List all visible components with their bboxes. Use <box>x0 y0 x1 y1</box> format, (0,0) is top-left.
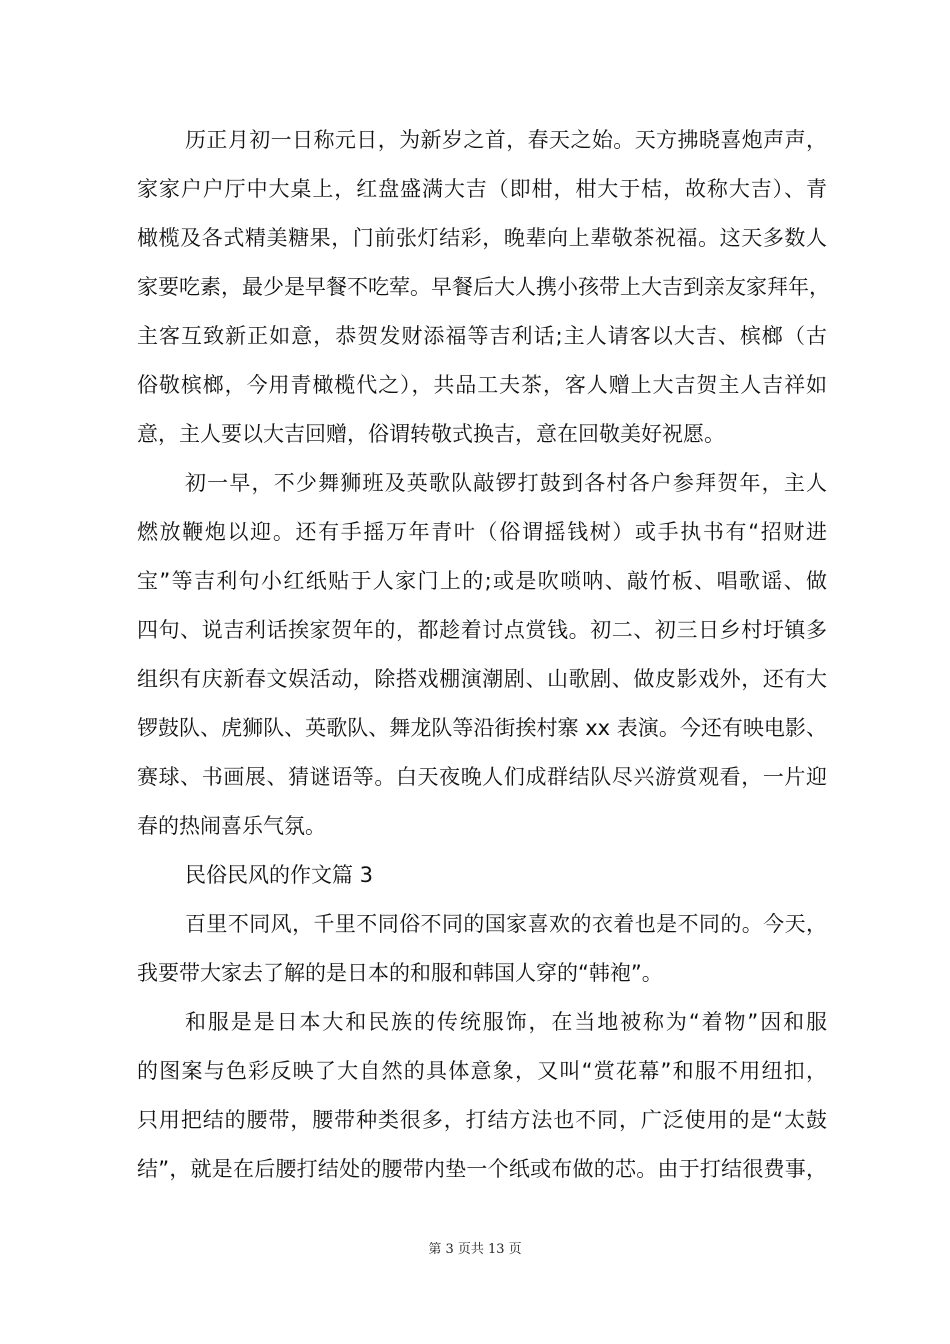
paragraph-line: 家家户户厅中大桌上，红盘盛满大吉（即柑，柑大于桔，故称大吉）、青 <box>137 177 827 201</box>
paragraph-line: 和服是是日本大和民族的传统服饰，在当地被称为“着物”因和服 <box>185 1010 827 1034</box>
heading-text: 民俗民风的作文篇 3 <box>185 863 374 887</box>
paragraph-line: 结”，就是在后腰打结处的腰带内垫一个纸或布做的芯。由于打结很费事， <box>137 1157 827 1181</box>
section-heading <box>137 851 827 900</box>
paragraph-line: 主客互致新正如意，恭贺发财添福等吉利话;主人请客以大吉、槟榔（古 <box>137 324 827 348</box>
paragraph <box>137 116 830 459</box>
paragraph-line: 春的热闹喜乐气氛。 <box>137 814 326 838</box>
paragraph-line: 宝”等吉利句小红纸贴于人家门上的;或是吹唢呐、敲竹板、唱歌谣、做 <box>137 569 827 593</box>
paragraph-line: 我要带大家去了解的是日本的和服和韩国人穿的“韩袍”。 <box>137 961 663 985</box>
document-body <box>137 116 830 1194</box>
page-footer: 第 3 页共 13 页 <box>428 1242 522 1257</box>
paragraph-line: 四句、说吉利话挨家贺年的，都趁着讨点赏钱。初二、初三日乡村圩镇多 <box>137 618 827 642</box>
paragraph-line: 组织有庆新春文娱活动，除搭戏棚演潮剧、山歌剧、做皮影戏外，还有大 <box>137 667 827 691</box>
paragraph-line: 意，主人要以大吉回赠，俗谓转敬式换吉，意在回敬美好祝愿。 <box>137 422 725 446</box>
paragraph-line: 赛球、书画展、猜谜语等。白天夜晚人们成群结队尽兴游赏观看，一片迎 <box>137 765 827 789</box>
paragraph <box>137 459 827 851</box>
paragraph-line: 只用把结的腰带，腰带种类很多，打结方法也不同，广泛使用的是“太鼓 <box>137 1108 827 1132</box>
paragraph-line: 橄榄及各式精美糖果，门前张灯结彩，晚辈向上辈敬茶祝福。这天多数人 <box>137 226 827 250</box>
paragraph <box>137 900 827 998</box>
paragraph-line: 历正月初一日称元日，为新岁之首，春天之始。天方拂晓喜炮声声， <box>185 128 827 152</box>
paragraph-line: 俗敬槟榔，今用青橄榄代之），共品工夫茶，客人赠上大吉贺主人吉祥如 <box>137 373 827 397</box>
paragraph-line: 锣鼓队、虎狮队、英歌队、舞龙队等沿街挨村寨 xx 表演。今还有映电影、 <box>137 716 827 740</box>
paragraph-line: 燃放鞭炮以迎。还有手摇万年青叶（俗谓摇钱树）或手执书有“招财进 <box>137 520 827 544</box>
paragraph <box>137 998 827 1194</box>
paragraph-line: 初一早，不少舞狮班及英歌队敲锣打鼓到各村各户参拜贺年，主人 <box>185 471 827 495</box>
paragraph-line: 百里不同风，千里不同俗不同的国家喜欢的衣着也是不同的。今天， <box>185 912 827 936</box>
paragraph-line: 家要吃素，最少是早餐不吃荤。早餐后大人携小孩带上大吉到亲友家拜年， <box>137 275 830 299</box>
paragraph-line: 的图案与色彩反映了大自然的具体意象，又叫“赏花幕”和服不用纽扣， <box>137 1059 827 1083</box>
